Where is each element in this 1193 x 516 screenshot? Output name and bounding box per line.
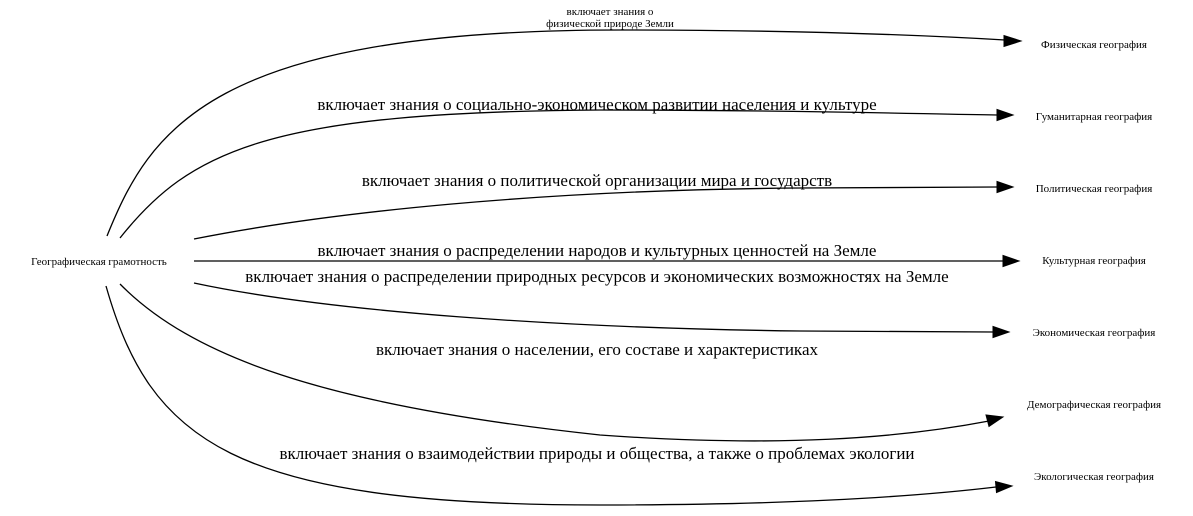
source-node-label: Географическая грамотность <box>31 256 167 268</box>
arrowhead <box>993 327 1009 338</box>
arrowhead <box>997 110 1013 121</box>
edge-label-line1: включает знания о <box>566 6 654 18</box>
arrowhead <box>997 182 1013 193</box>
edge-line <box>194 187 997 239</box>
edge-political <box>194 171 1013 239</box>
arrowhead <box>1004 36 1021 47</box>
edge-label: включает знания о населении, его составе и характеристиках <box>376 340 818 359</box>
edge-line <box>107 30 1005 236</box>
arrowhead <box>986 415 1003 427</box>
edge-physical <box>107 6 1021 236</box>
edge-cultural <box>194 241 1019 267</box>
target-node-economic: Экономическая география <box>1032 327 1156 339</box>
target-node-physical: Физическая география <box>1041 39 1147 51</box>
edge-line <box>120 284 989 441</box>
target-node-humanitarian: Гуманитарная география <box>1035 111 1153 123</box>
edge-label: включает знания о распределении народов и культурных ценностей на Земле <box>317 241 877 260</box>
edge-label: включает знания о распределении природных ресурсов и экономических возможностях на Земле <box>245 267 949 286</box>
edge-line <box>106 286 996 505</box>
edge-humanitarian <box>120 95 1013 238</box>
target-node-cultural: Культурная география <box>1042 255 1146 267</box>
target-node-political: Политическая география <box>1035 183 1153 195</box>
arrowhead <box>1003 256 1019 267</box>
edge-label: включает знания о политической организации мира и государств <box>361 171 833 190</box>
edge-label: включает знания о взаимодействии природы и общества, а также о проблемах экологии <box>279 444 915 463</box>
edge-ecological <box>106 286 1012 505</box>
edge-economic <box>194 267 1009 338</box>
target-node-demographic: Демографическая география <box>1026 399 1162 411</box>
arrowhead <box>996 482 1013 493</box>
edge-label: включает знания о социально-экономическом развитии населения и культуре <box>317 95 877 114</box>
edge-demographic <box>120 284 1003 441</box>
edge-label-line2: физической природе Земли <box>546 18 674 30</box>
edge-line <box>194 283 993 332</box>
target-node-ecological: Экологическая география <box>1034 471 1154 483</box>
